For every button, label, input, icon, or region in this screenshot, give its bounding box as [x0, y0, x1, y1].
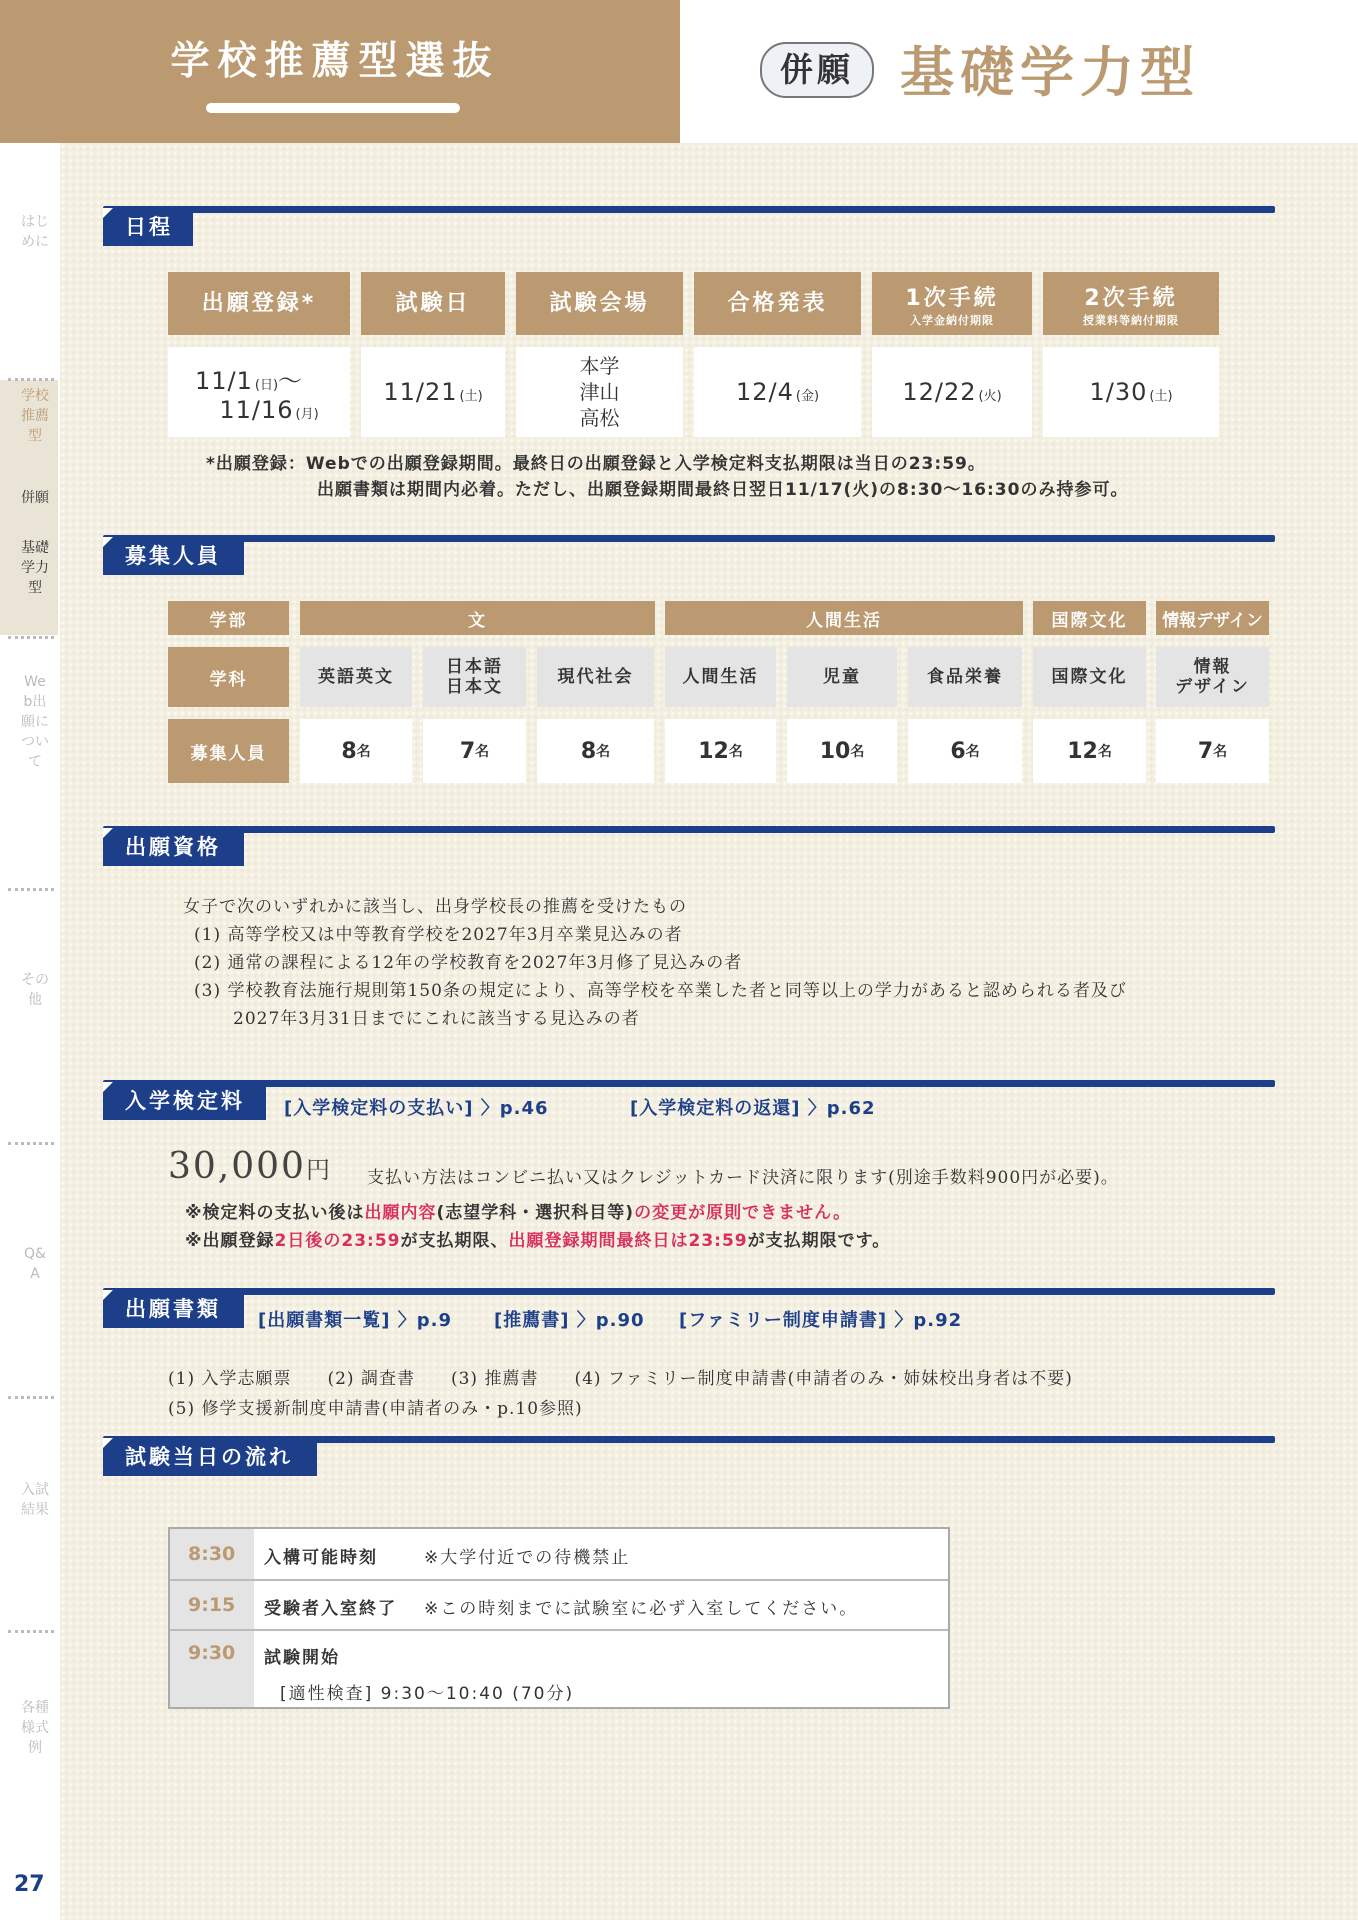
schedule-cell-venue: 本学 津山 高松 [516, 347, 683, 437]
section-rule [103, 1080, 1275, 1087]
recruit-faculty: 人間生活 [665, 601, 1023, 635]
recruit-faculty: 文 [300, 601, 655, 635]
schedule-cell-exam-date: 11/21 (土) [361, 347, 505, 437]
recruit-quota-cell [300, 719, 412, 783]
sidebar-item-heigan[interactable]: 併願 [21, 490, 49, 506]
flow-time: 9:30 [170, 1631, 254, 1707]
sidebar-item-qa[interactable]: Q&A [24, 1246, 46, 1282]
flow-label: 入構可能時刻 [264, 1548, 378, 1568]
quota-unit: 名 [1097, 744, 1112, 760]
schedule-header-proc2: 2次手続 授業料等納付期限 [1043, 272, 1219, 335]
quota-number: 7 [459, 738, 476, 764]
recruit-faculty: 国際文化 [1033, 601, 1146, 635]
schedule-note-1: *出願登録：Webでの出願登録期間。最終日の出願登録と入学検定料支払期限は当日の23:59。 [206, 454, 986, 474]
schedule-note-2: 出願書類は期間内必着。ただし、出願登録期間最終日翌日11/17(火)の8:30〜16:30のみ持参可。 [317, 480, 1129, 500]
flow-separator [170, 1629, 948, 1631]
recruit-dept-cell: 国際文化 [1033, 647, 1146, 707]
recruit-quota-cell [1156, 719, 1269, 783]
recruit-quota-cell [1033, 719, 1146, 783]
section-rule [103, 535, 1275, 542]
documents-line-2: (5) 修学支援新制度申請書(申請者のみ・p.10参照) [168, 1399, 583, 1419]
section-title-recruit: 募集人員 [103, 537, 244, 575]
fee-payment-link[interactable]: [入学検定料の支払い] 〉p.46 [284, 1098, 549, 1119]
schedule-cell-proc2: 1/30 (土) [1043, 347, 1219, 437]
eligibility-item-cont: 2027年3月31日までにこれに該当する見込みの者 [233, 1009, 640, 1029]
family-form-link[interactable]: [ファミリー制度申請書] 〉p.92 [679, 1310, 963, 1331]
quota-number: 8 [580, 738, 597, 764]
sidebar-item-intro[interactable]: はじめに [21, 214, 49, 250]
quota-number: 12 [698, 738, 729, 764]
quota-unit: 名 [1213, 744, 1228, 760]
section-title-documents: 出願書類 [103, 1290, 244, 1328]
flow-separator [170, 1579, 948, 1581]
schedule-header-proc1: 1次手続 入学金納付期限 [872, 272, 1032, 335]
recruit-faculty: 情報デザイン [1156, 601, 1269, 635]
page-title: 学校推薦型選抜 [170, 39, 500, 84]
section-rule [103, 1288, 1275, 1295]
recruit-quota-cell [665, 719, 776, 783]
fee-note-1: ※検定料の支払い後は出願内容(志望学科・選択科目等)の変更が原則できません。 [185, 1203, 852, 1223]
recruit-dept-cell: 現代社会 [537, 647, 654, 707]
recruit-quota-cell [908, 719, 1022, 783]
fee-amount: 30,000円 [168, 1146, 332, 1187]
flow-label: 試験開始 [264, 1648, 340, 1668]
flow-note: ※大学付近での待機禁止 [424, 1548, 631, 1568]
recruit-dept-cell: 情報 デザイン [1156, 647, 1269, 707]
schedule-cell-proc1: 12/22 (火) [872, 347, 1032, 437]
section-title-flow: 試験当日の流れ [103, 1438, 317, 1476]
eligibility-item: (2) 通常の課程による12年の学校教育を2027年3月修了見込みの者 [194, 953, 743, 973]
section-title-eligibility: 出願資格 [103, 828, 244, 866]
recruit-dept-cell: 人間生活 [665, 647, 776, 707]
documents-line-1: (1) 入学志願票 (2) 調査書 (3) 推薦書 (4) ファミリー制度申請書(申請者のみ・姉妹校出身者は不要) [168, 1369, 1073, 1389]
recruit-dept-cell: 食品栄養 [908, 647, 1022, 707]
recruit-dept-cell: 英語英文 [300, 647, 412, 707]
section-title-schedule: 日程 [103, 208, 193, 246]
schedule-header-result: 合格発表 [694, 272, 861, 335]
schedule-header-exam-date: 試験日 [361, 272, 505, 335]
sidebar-divider [8, 1142, 54, 1145]
quota-unit: 名 [475, 744, 490, 760]
page-subtitle: 基礎学力型 [900, 41, 1200, 104]
quota-number: 12 [1067, 738, 1098, 764]
quota-number: 10 [819, 738, 851, 764]
schedule-header-registration: 出願登録* [168, 272, 350, 335]
sidebar-item-school-rec[interactable]: 学校推薦型 [21, 388, 49, 444]
sidebar-item-forms[interactable]: 各種様式例 [21, 1700, 49, 1756]
quota-number: 7 [1197, 738, 1214, 764]
recruit-quota-cell [537, 719, 654, 783]
recruit-label-faculty: 学部 [168, 601, 289, 635]
eligibility-intro: 女子で次のいずれかに該当し、出身学校長の推薦を受けたもの [183, 897, 687, 917]
sidebar-divider [8, 1396, 54, 1399]
flow-time: 9:15 [170, 1581, 254, 1629]
heigan-badge: 併願 [760, 42, 874, 98]
fee-note-2: ※出願登録2日後の23:59が支払期限、出願登録期間最終日は23:59が支払期限です。 [185, 1231, 891, 1251]
schedule-header-venue: 試験会場 [516, 272, 683, 335]
recruit-dept-cell: 日本語 日本文 [423, 647, 526, 707]
quota-unit: 名 [596, 744, 611, 760]
quota-number: 6 [950, 738, 966, 764]
eligibility-item: (1) 高等学校又は中等教育学校を2027年3月卒業見込みの者 [194, 925, 683, 945]
section-title-fee: 入学検定料 [103, 1082, 266, 1120]
flow-time: 8:30 [170, 1529, 254, 1579]
schedule-cell-registration: 11/1 (日)〜 11/16 (月) [168, 347, 350, 437]
fee-refund-link[interactable]: [入学検定料の返還] 〉p.62 [630, 1098, 876, 1119]
page-number: 27 [14, 1872, 45, 1897]
sidebar-item-other[interactable]: その他 [21, 972, 49, 1008]
recruit-label-quota: 募集人員 [168, 719, 289, 783]
sidebar-item-web[interactable]: Web出願について [21, 674, 49, 770]
schedule-cell-result: 12/4 (金) [694, 347, 861, 437]
quota-unit: 名 [850, 744, 865, 760]
sidebar-divider [8, 1630, 54, 1633]
section-rule [103, 206, 1275, 213]
quota-number: 8 [341, 738, 357, 764]
recruit-quota-cell [787, 719, 897, 783]
sidebar-divider [8, 636, 54, 639]
section-rule [103, 826, 1275, 833]
recommendation-link[interactable]: [推薦書] 〉p.90 [494, 1310, 645, 1331]
eligibility-item: (3) 学校教育法施行規則第150条の規定により、高等学校を卒業した者と同等以上の学力があると認められる者及び [194, 981, 1127, 1001]
quota-unit: 名 [965, 744, 980, 760]
recruit-label-dept: 学科 [168, 647, 289, 707]
recruit-dept-cell: 児童 [787, 647, 897, 707]
quota-unit: 名 [356, 744, 371, 760]
recruit-quota-cell [423, 719, 526, 783]
flow-table [168, 1527, 950, 1709]
title-underline [206, 103, 460, 113]
flow-label: 受験者入室終了 [264, 1599, 397, 1619]
sidebar-divider [8, 888, 54, 891]
sidebar-divider [8, 378, 54, 381]
flow-note: ※この時刻までに試験室に必ず入室してください。 [424, 1599, 859, 1619]
sidebar-item-kiso[interactable]: 基礎学力型 [21, 540, 49, 596]
sidebar-item-results[interactable]: 入試結果 [21, 1482, 49, 1518]
fee-payment-method: 支払い方法はコンビニ払い又はクレジットカード決済に限ります(別途手数料900円が必要)。 [367, 1168, 1119, 1188]
flow-detail: [適性検査] 9:30〜10:40 (70分) [280, 1684, 575, 1704]
documents-list-link[interactable]: [出願書類一覧] 〉p.9 [258, 1310, 452, 1331]
quota-unit: 名 [728, 744, 743, 760]
